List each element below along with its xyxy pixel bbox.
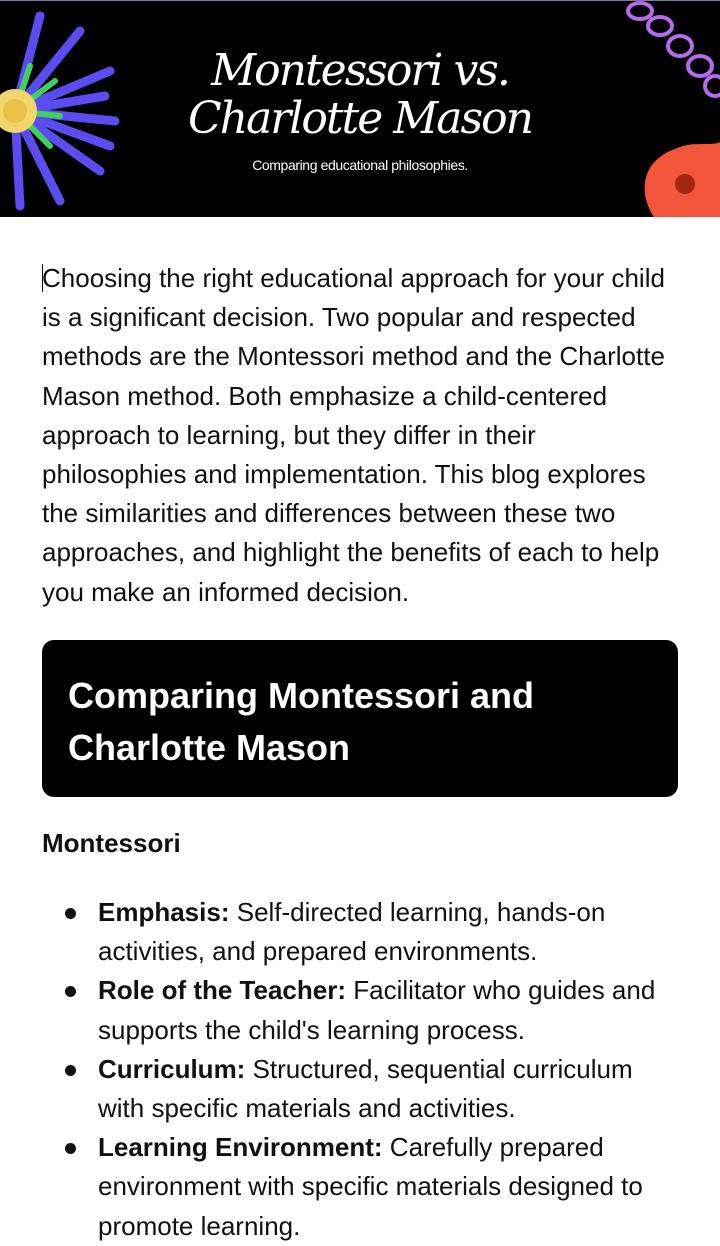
item-text: Carefully prepared environment with specific materials designed to promote learning. — [98, 1132, 643, 1241]
list-item — [98, 893, 682, 971]
coral-illustration — [635, 129, 720, 217]
subheading-montessori: Montessori — [42, 828, 181, 858]
list-item — [98, 971, 682, 1049]
hero-banner — [0, 0, 720, 217]
section-heading-card — [42, 640, 678, 797]
intro-text: Choosing the right educational approach for your child is a significant decision. Two popular and respected methods are the Montessori method and the Charlotte Mason method. Both emphasize a child-centered approach to learning, but they differ in their philosophies and implementation. This blog explores the similarities and differences between these two approaches, and highlight the benefits of each to help you make an informed decision. — [42, 263, 665, 607]
anemone-illustration — [0, 11, 120, 211]
page-subtitle: Comparing educational philosophies. — [252, 157, 468, 173]
list-item — [98, 1128, 682, 1246]
list-item — [98, 1050, 682, 1128]
item-label: Emphasis: — [98, 897, 230, 927]
item-text: Structured, sequential curriculum with specific materials and activities. — [98, 1053, 633, 1124]
page-title: Montessori vs. Charlotte Mason — [188, 45, 532, 144]
intro-paragraph[interactable] — [42, 259, 682, 612]
item-text: Facilitator who guides and supports the child's learning process. — [98, 975, 656, 1045]
section-heading: Comparing Montessori and Charlotte Mason — [68, 675, 535, 768]
item-label: Role of the Teacher: — [98, 975, 347, 1006]
item-label: Learning Environment: — [98, 1132, 383, 1163]
item-text: Self-directed learning, hands-on activities, and prepared environments. — [98, 897, 606, 967]
item-label: Curriculum: — [98, 1053, 246, 1084]
montessori-list — [42, 893, 682, 1246]
coil-illustration — [620, 1, 720, 101]
